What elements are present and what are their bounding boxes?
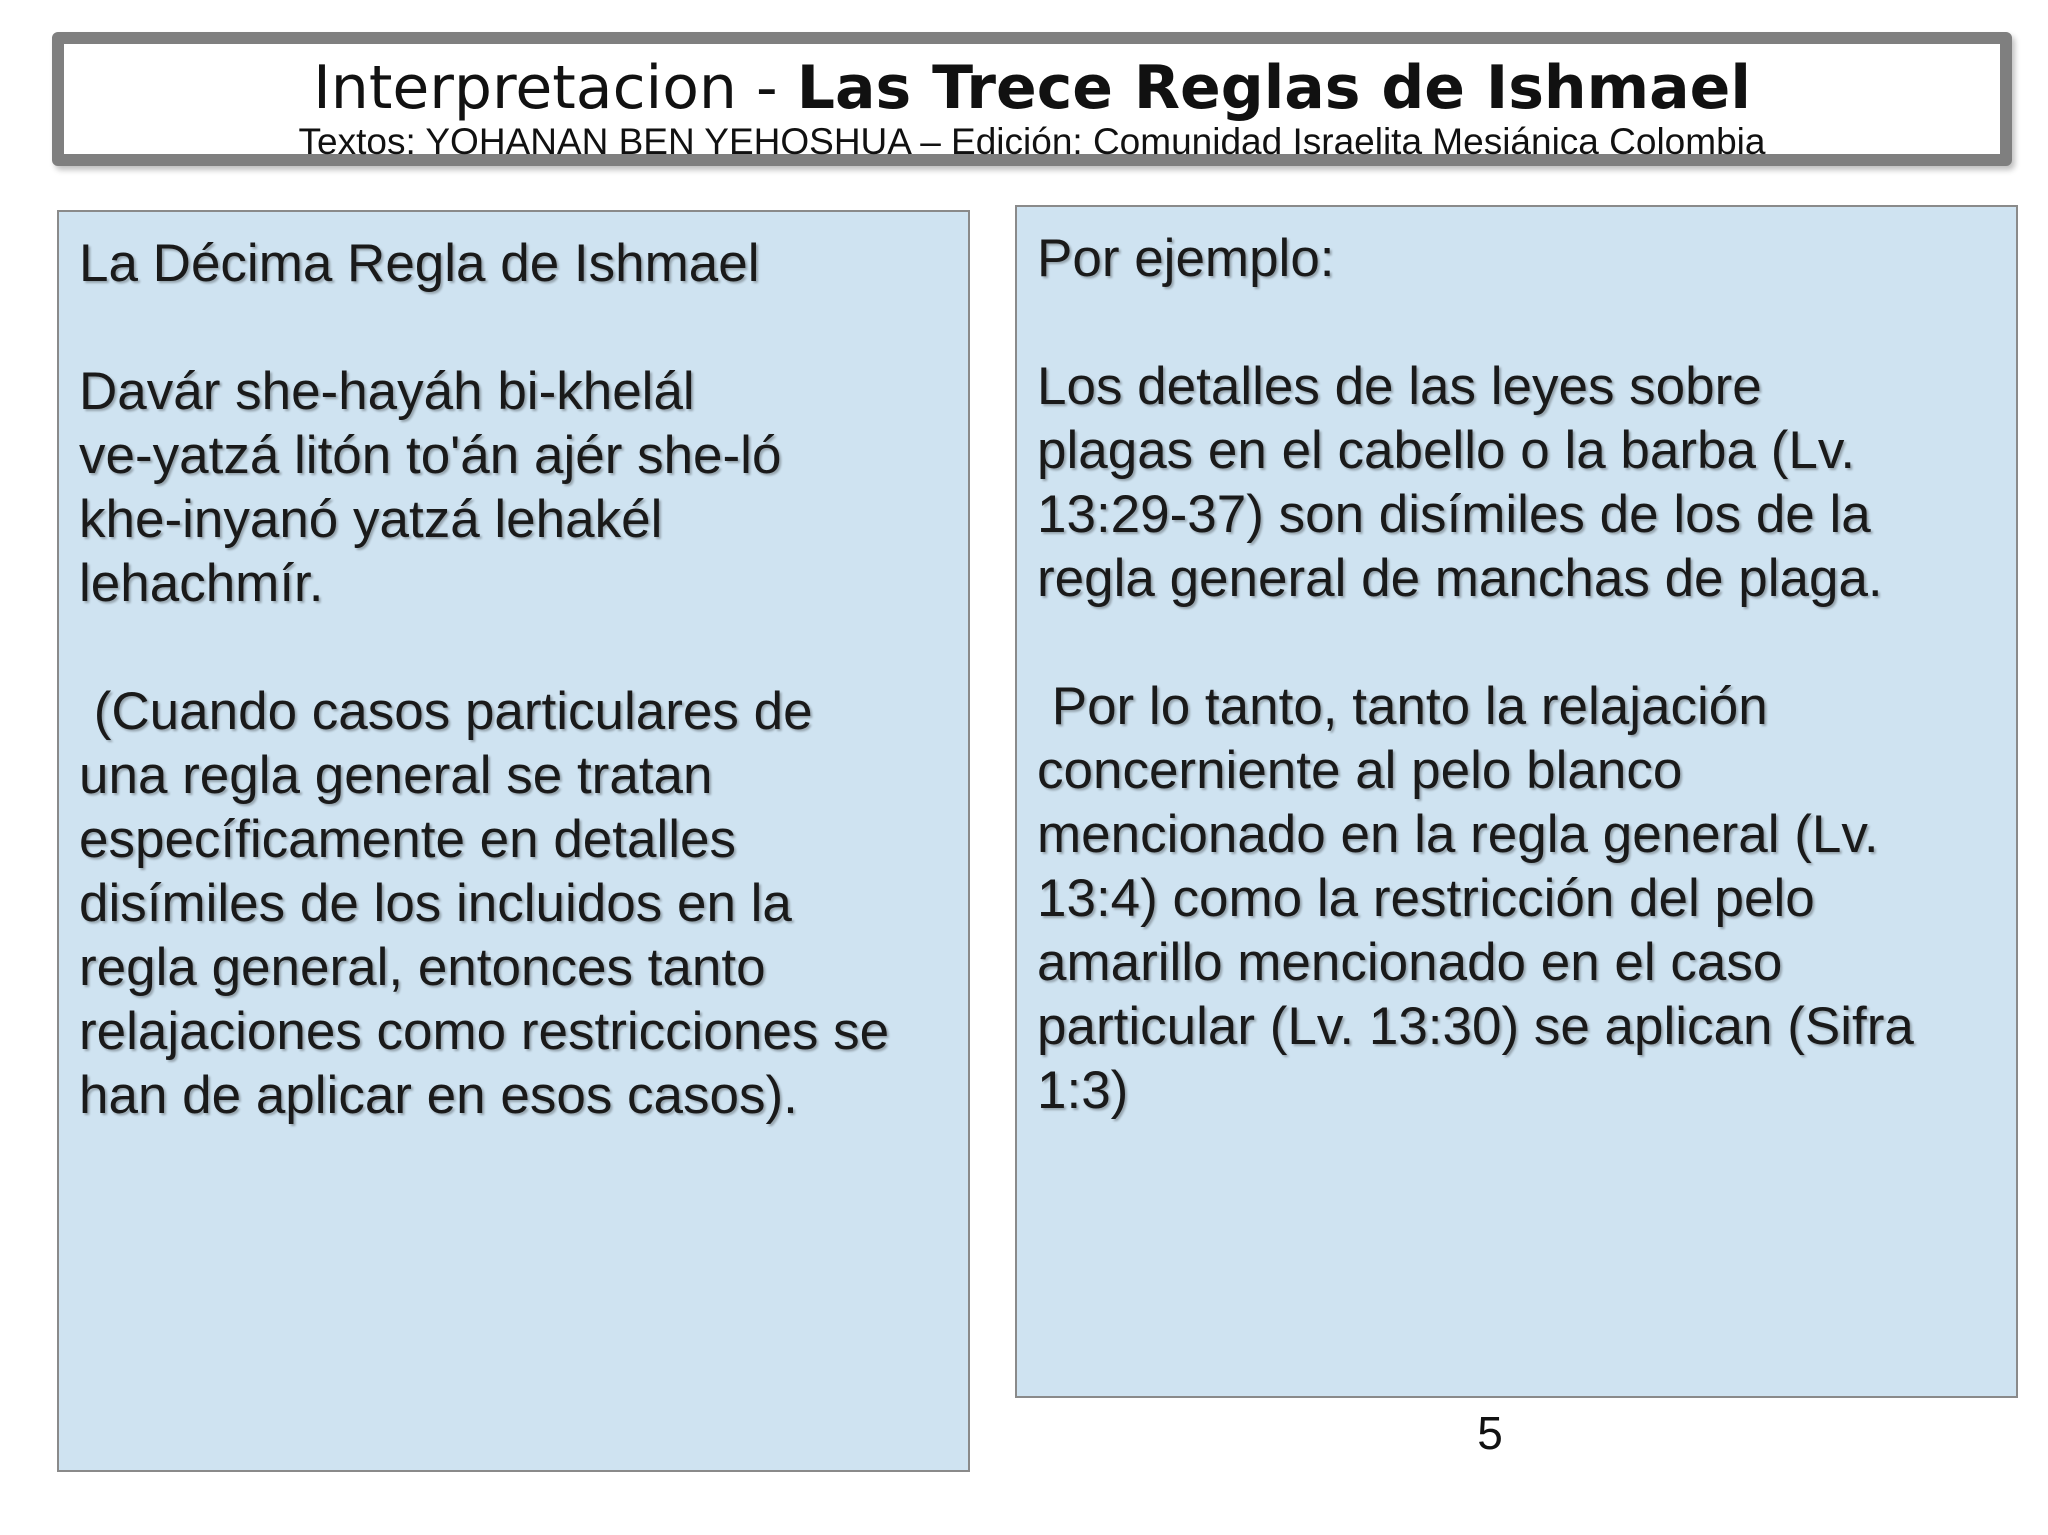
rule-panel bbox=[57, 210, 970, 1472]
page-title bbox=[64, 54, 2000, 122]
page-number: 5 bbox=[1477, 1407, 1503, 1459]
example-conclusion: Por lo tanto, tanto la relajación concerniente al pelo blanco mencionado en la regla general (Lv. 13:4) como la restricción del pelo amarillo mencionado en el caso particular (Lv. 13:30) se aplican (Sifra 1:3) bbox=[1037, 677, 1914, 1120]
example-text: Los detalles de las leyes sobre plagas en el cabello o la barba (Lv. 13:29-37) son disímiles de los de la regla general de manchas de plaga. bbox=[1037, 357, 1883, 608]
title-main: Las Trece Reglas de Ishmael bbox=[796, 53, 1751, 123]
example-heading: Por ejemplo: bbox=[1037, 229, 1335, 288]
example-panel bbox=[1015, 205, 2018, 1398]
page-subtitle: Textos: YOHANAN BEN YEHOSHUA – Edición: Comunidad Israelita Mesiánica Colombia bbox=[298, 121, 1766, 162]
rule-explanation: (Cuando casos particulares de una regla general se tratan específicamente en detalles disímiles de los incluidos en la regla general, entonces tanto relajaciones como restricciones se han de aplicar en esos casos). bbox=[79, 682, 890, 1125]
rule-hebrew-text: Davár she-hayáh bi-khelál ve-yatzá litón to'án ajér she-ló khe-inyanó yatzá lehakél lehachmír. bbox=[79, 362, 782, 613]
title-prefix: Interpretacion - bbox=[313, 53, 797, 123]
title-banner bbox=[52, 32, 2012, 166]
rule-heading: La Décima Regla de Ishmael bbox=[79, 234, 760, 293]
